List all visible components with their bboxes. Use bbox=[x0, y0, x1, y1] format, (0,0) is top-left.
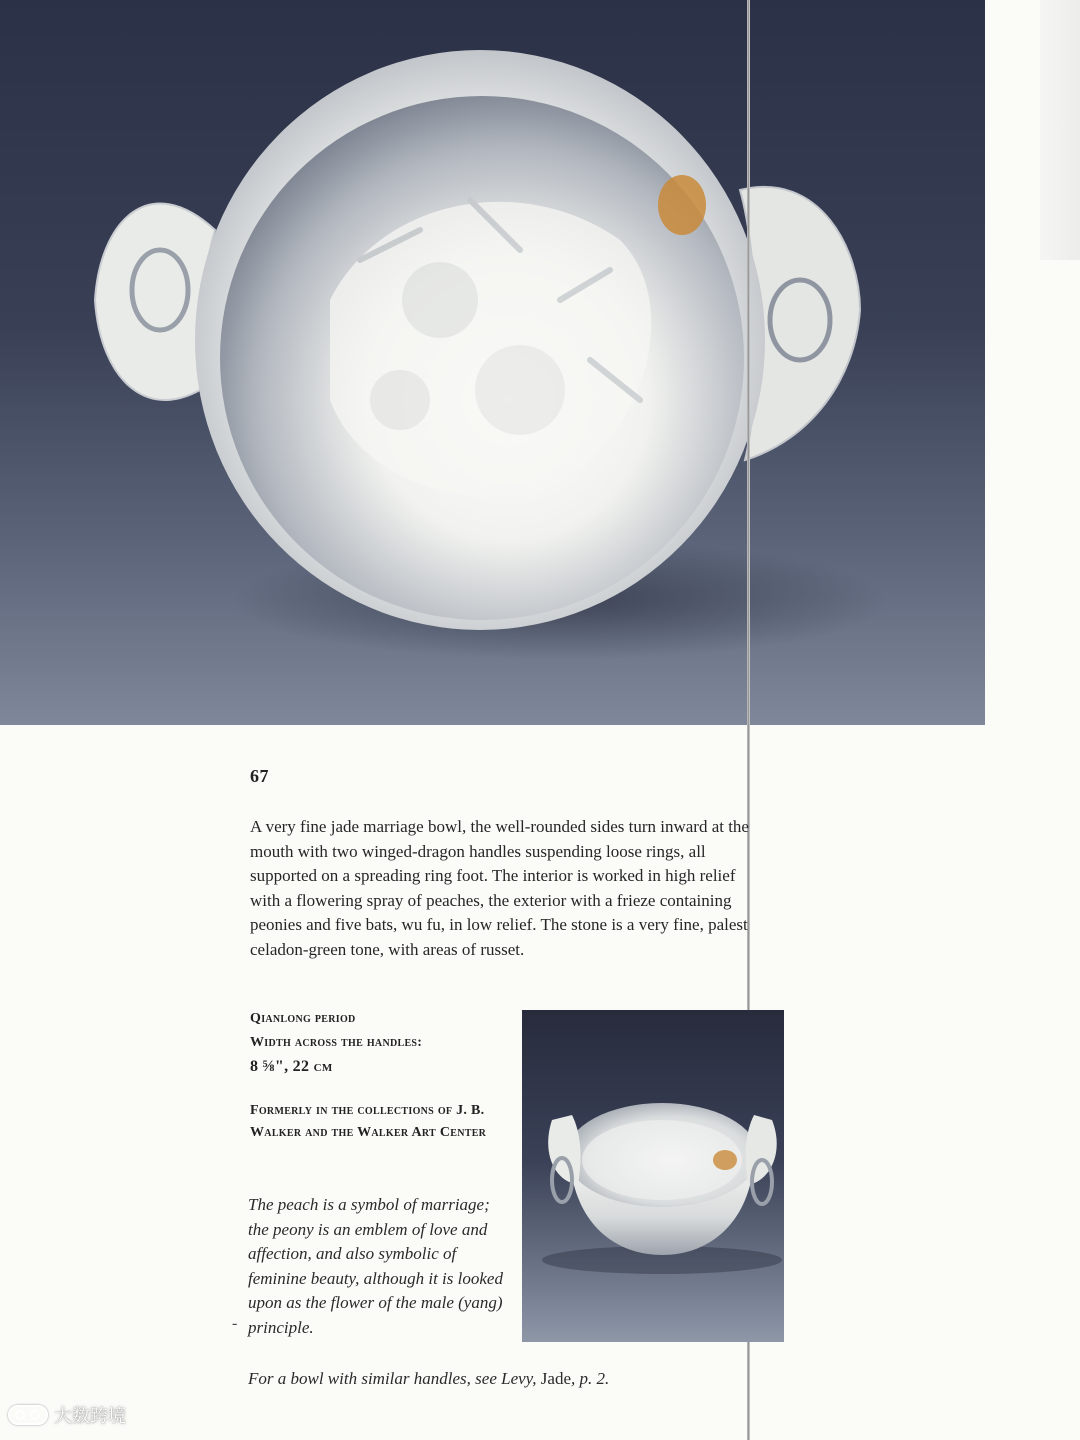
side-russet-patch bbox=[713, 1150, 737, 1170]
watermark-text: 大数跨境 bbox=[54, 1406, 126, 1427]
watermark bbox=[8, 1402, 126, 1428]
watermark-logo-icon bbox=[8, 1405, 48, 1425]
reference-author: Levy bbox=[501, 1369, 533, 1388]
width-label: Width across the handles: bbox=[250, 1035, 423, 1050]
margin-mark: - bbox=[232, 1315, 238, 1332]
reference-page: , p. 2. bbox=[571, 1369, 610, 1388]
period-label: Qianlong period bbox=[250, 1011, 356, 1026]
reference-title: Jade bbox=[540, 1369, 571, 1388]
reference-citation: For a bowl with similar handles, see Levy, Jade, p. 2. bbox=[248, 1369, 610, 1388]
provenance: Formerly in the collections of J. B. Walker and the Walker Art Center bbox=[250, 1103, 487, 1140]
lot-number: 67 bbox=[250, 766, 269, 786]
russet-patch bbox=[658, 175, 706, 235]
secondary-photo-jade-bowl-side-view bbox=[522, 1010, 784, 1342]
width-value: 8 ⅝", 22 cm bbox=[250, 1058, 333, 1075]
main-photo-jade-bowl-top-view bbox=[0, 0, 985, 725]
symbolism-note: The peach is a symbol of marriage; the peony is an emblem of love and affection, and also symbolic of feminine beauty, although it is looked upon as the flower of the male (yang) principle. bbox=[248, 1195, 503, 1337]
reference-prefix: For a bowl with similar handles, see bbox=[248, 1369, 502, 1388]
period-and-dimensions bbox=[250, 1007, 500, 1079]
adjacent-page-edge bbox=[1040, 0, 1080, 260]
lot-description: A very fine jade marriage bowl, the well-rounded sides turn inward at the mouth with two winged-dragon handles suspending loose rings, all supported on a spreading ring foot. The interior is worked in high relief with a flowering spray of peaches, the exterior with a frieze containing peonies and five bats, wu fu, in low relief. The stone is a very fine, palest celadon-green tone, with areas of russet. bbox=[250, 817, 749, 959]
